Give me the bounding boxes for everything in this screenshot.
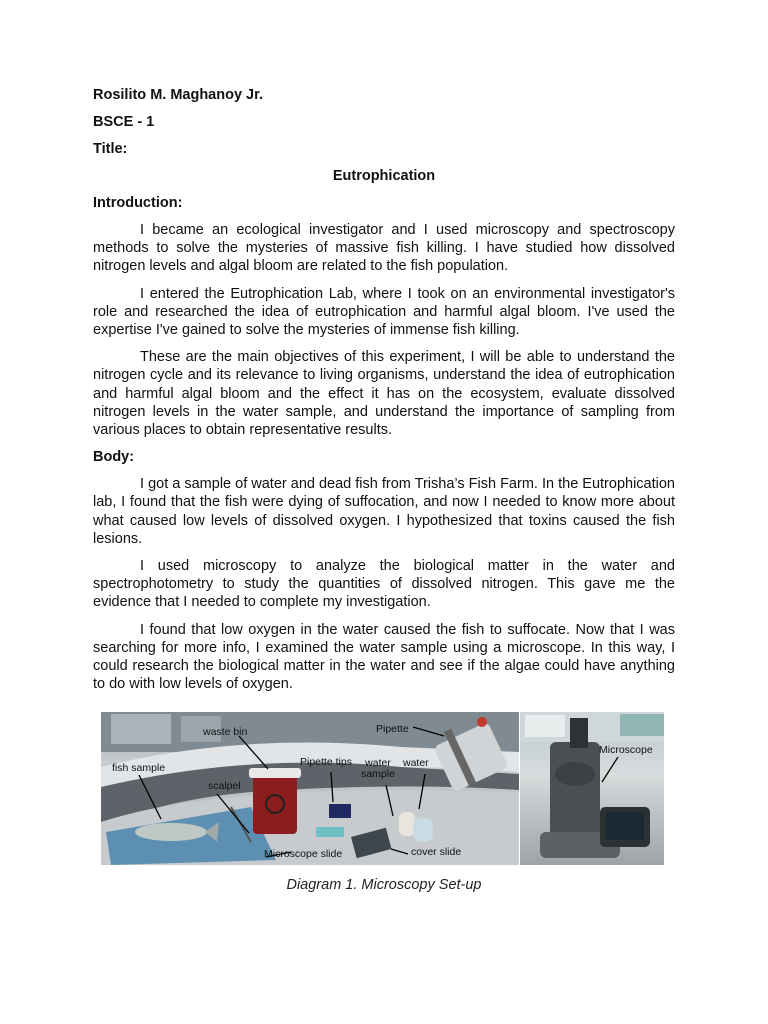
lab-bench-image xyxy=(101,712,519,865)
body-paragraph-2: I used microscopy to analyze the biological matter in the water and spectrophotometry to study the quantities of dissolved nitrogen. This gave me the evidence that I needed to complete my investigation. xyxy=(93,558,675,611)
microscopy-setup-figure xyxy=(101,712,664,865)
section-label: BSCE - 1 xyxy=(93,114,155,130)
label-water-sample: water sample xyxy=(361,757,395,780)
document-page xyxy=(93,86,675,702)
document-title: Eutrophication xyxy=(332,168,436,184)
author-name: Rosilito M. Maghanoy Jr. xyxy=(93,87,263,103)
intro-paragraph-3: These are the main objectives of this experiment, I will be able to understand the nitrogen cycle and its relevance to living organisms, understand the idea of eutrophication and harmful algal bloom and the effect it has on the ecosystem, evaluate dissolved nitrogen levels in the water sample, and understand the importance of sampling from various places to obtain representative results. xyxy=(93,349,675,439)
label-water: water xyxy=(403,757,429,769)
intro-paragraph-1: I became an ecological investigator and I used microscopy and spectroscopy methods to solve the mysteries of massive fish killing. I have studied how dissolved nitrogen levels and algal bloom are related to the fish population. xyxy=(93,222,675,275)
waste-bin-shape xyxy=(253,774,297,834)
label-waste-bin: waste bin xyxy=(203,726,248,738)
introduction-heading: Introduction: xyxy=(93,195,183,211)
body-paragraph-3: I found that low oxygen in the water caused the fish to suffocate. Now that I was searching for more info, I examined the water sample using a microscope. In this way, I could research the biological matter in the water and see if the algae could have anything to do with low levels of oxygen. xyxy=(93,621,675,693)
label-cover-slide: cover slide xyxy=(411,846,462,858)
label-pipette: Pipette xyxy=(376,723,409,735)
body-heading: Body: xyxy=(93,449,135,466)
intro-paragraph-2: I entered the Eutrophication Lab, where I took on an environmental investigator's role and researched the idea of eutrophication and harmful algal bloom. I've used the expertise I've gained to solve the mysteries of immense fish killing. xyxy=(93,285,675,339)
label-fish-sample: fish sample xyxy=(112,762,166,774)
label-microscope: Microscope xyxy=(599,744,653,756)
body-paragraph-1: I got a sample of water and dead fish from Trisha’s Fish Farm. In the Eutrophication lab, I found that the fish were dying of suffocation, and now I needed to know more about what caused low levels of dissolved oxygen. I hypothesized that toxins caused the fish lesions. xyxy=(93,476,675,547)
label-pipette-tips: Pipette tips xyxy=(300,756,352,768)
figure-caption: Diagram 1. Microscopy Set-up xyxy=(286,877,482,893)
label-scalpel: scalpel xyxy=(208,780,241,792)
label-microscope-slide: Microscope slide xyxy=(264,848,343,860)
title-label: Title: xyxy=(93,141,128,157)
microscope-image xyxy=(520,712,664,865)
microscope-shape xyxy=(550,742,600,842)
fish-shape xyxy=(135,823,207,841)
